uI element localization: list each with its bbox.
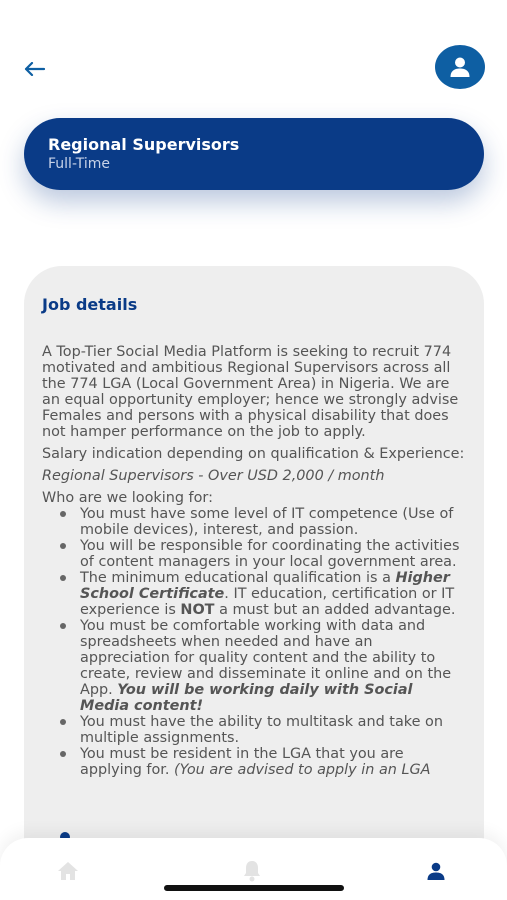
top-bar — [0, 0, 507, 110]
back-button[interactable] — [22, 56, 48, 82]
home-icon — [57, 861, 79, 881]
home-indicator[interactable] — [164, 885, 344, 891]
requirements-list — [42, 506, 466, 778]
list-item: You must have some level of IT competence (Use of mobile devices), interest, and passion. — [42, 506, 466, 538]
looking-for-heading: Who are we looking for: — [42, 490, 213, 506]
job-details-heading: Job details — [42, 295, 138, 314]
nav-home[interactable] — [48, 856, 88, 886]
user-icon — [426, 861, 446, 881]
salary-value: Regional Supervisors - Over USD 2,000 / month — [42, 468, 385, 484]
job-type: Full-Time — [48, 156, 110, 172]
list-item: You must have the ability to multitask and take on multiple assignments. — [42, 714, 466, 746]
nav-notifications[interactable] — [232, 856, 272, 886]
job-description: A Top-Tier Social Media Platform is seeking to recruit 774 motivated and ambitious Regional Supervisors across all the 774 LGA (Local Government Area) in Nigeria. We are an equal opportunity employer; hence we strongly advise Females and persons with a physical disability that does not hamper performance on the job to apply. — [42, 344, 459, 440]
job-header-card — [24, 118, 484, 190]
list-item: The minimum educational qualification is a Higher School Certificate. IT education, certification or IT experience is NOT a must but an added advantage. — [42, 570, 466, 618]
list-item: You will be responsible for coordinating the activities of content managers in your local government area. — [42, 538, 466, 570]
salary-label: Salary indication depending on qualification & Experience: — [42, 446, 465, 462]
arrow-left-icon — [24, 62, 46, 76]
list-item: You must be resident in the LGA that you are applying for. (You are advised to apply in an LGA — [42, 746, 466, 778]
nav-profile[interactable] — [416, 856, 456, 886]
bell-icon — [242, 860, 262, 882]
profile-button[interactable] — [435, 45, 485, 89]
job-details-card[interactable] — [24, 266, 484, 900]
list-item: You must be comfortable working with data and spreadsheets when needed and have an appreciation for quality content and the ability to create, review and disseminate it online and on the App. You will be working daily with Social Media content! — [42, 618, 466, 714]
user-icon — [448, 55, 472, 79]
job-title: Regional Supervisors — [48, 135, 240, 154]
